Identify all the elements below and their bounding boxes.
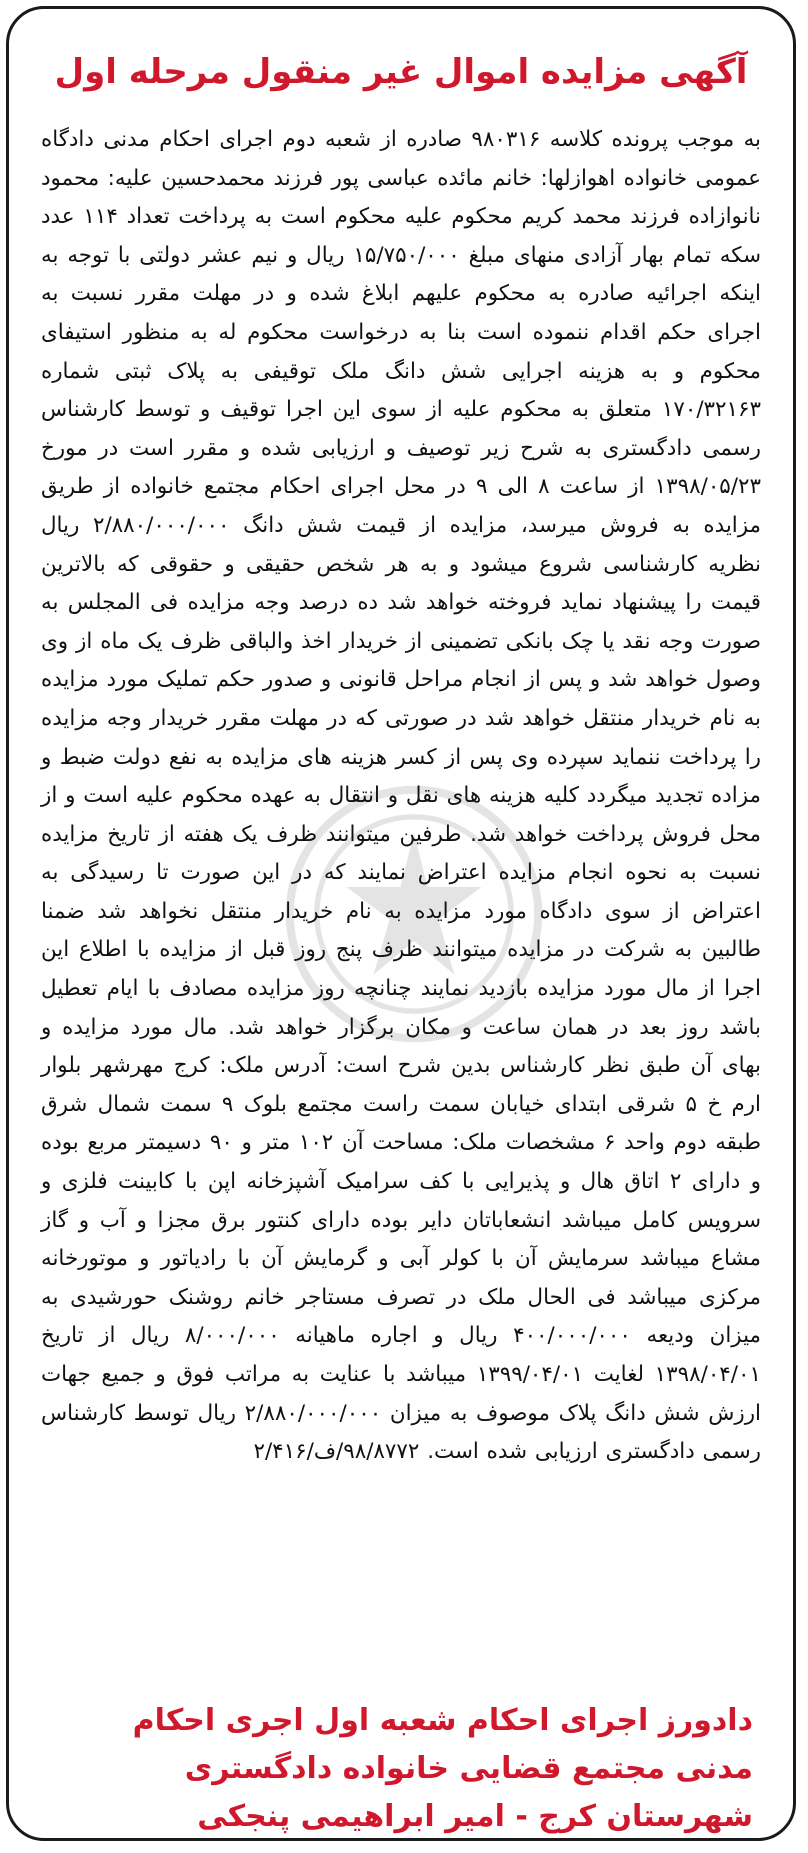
signature-line-1: دادورز اجرای احکام شعبه اول اجری احکام	[132, 1703, 753, 1738]
signature-line-2: مدنی مجتمع قضایی خانواده دادگستری	[184, 1751, 753, 1786]
notice-signature	[39, 1697, 753, 1841]
notice-title: آگهی مزایده اموال غیر منقول مرحله اول	[54, 52, 748, 92]
signature-line-3: شهرستان کرج - امیر ابراهیمی پنجکی	[197, 1799, 753, 1834]
notice-frame	[6, 6, 796, 1841]
notice-body: به موجب پرونده کلاسه ۹۸۰۳۱۶ صادره از شعبه دوم اجرای احکام مدنی دادگاه عمومی خانواده اهوازلها: خانم مائده عباسی پور فرزند محمدحسین علیه: محمود نانوازاده فرزند محمد کریم محکوم علیه محکوم است به پرداخت تعداد ۱۱۴ عدد سکه تمام بهار آزادی منهای مبلغ ۱۵/۷۵۰/۰۰۰ ریال و نیم عشر دولتی با توجه به اینکه اجرائیه صادره به محکوم علیهم ابلاغ شده و در مهلت مقرر نسبت به اجرای حکم اقدام ننموده است بنا به درخواست محکوم له به منظور استیفای محکوم و به هزینه اجرایی شش دانگ ملک توقیفی به پلاک ثبتی شماره ۱۷۰/۳۲۱۶۳ متعلق به محکوم علیه از سوی این اجرا توقیف و توسط کارشناس رسمی دادگستری به شرح زیر توصیف و ارزیابی شده و مقرر است در مورخ ۱۳۹۸/۰۵/۲۳ از ساعت ۸ الی ۹ در محل اجرای احکام مجتمع خانواده از طریق مزایده به فروش میرسد، مزایده از قیمت شش دانگ ۲/۸۸۰/۰۰۰/۰۰۰ ریال نظریه کارشناسی شروع میشود و به هر شخص حقیقی و حقوقی که بالاترین قیمت را پیشنهاد نماید فروخته خواهد شد ده درصد وجه مزایده فی المجلس به صورت وجه نقد یا چک بانکی تضمینی از خریدار اخذ والباقی ظرف یک ماه از وی وصول خواهد شد و پس از انجام مراحل قانونی و صدور حکم تملیک مورد مزایده به نام خریدار منتقل خواهد شد در صورتی که در مهلت مقرر خریدار وجه مزایده را پرداخت ننماید سپرده وی پس از کسر هزینه های مزایده به نفع دولت ضبط و مزاده تجدید میگردد کلیه هزینه های نقل و انتقال به عهده محکوم علیه است و از محل فروش پرداخت خواهد شد. طرفین میتوانند ظرف یک هفته از تاریخ مزایده نسبت به نحوه انجام مزایده اعتراض نمایند که در این صورت تا رسیدگی به اعتراض از سوی دادگاه مورد مزایده به نام خریدار منتقل نخواهد شد ضمنا طالبین به شرکت در مزایده میتوانند ظرف پنج روز قبل از مزایده با اطلاع این اجرا از مال مورد مزایده بازدید نمایند چنانچه روز مزایده مصادف با ایام تعطیل باشد روز بعد در همان ساعت و مکان برگزار خواهد شد. مال مورد مزایده و بهای آن طبق نظر کارشناس بدین شرح است: آدرس ملک: کرج مهرشهر بلوار ارم خ ۵ شرقی ابتدای خیابان سمت راست مجتمع بلوک ۹ سمت شمال شرق طبقه دوم واحد ۶ مشخصات ملک: مساحت آن ۱۰۲ متر و ۹۰ دسیمتر مربع بوده و دارای ۲ اتاق هال و پذیرایی با کف سرامیک آشپزخانه اپن با کابینت فلزی و سرویس کامل میباشد انشعاباتان دایر بوده دارای کنتور برق مجزا و آب و گاز مشاع میباشد سرمایش آن با کولر آبی و گرمایش آن با رادیاتور و موتورخانه مرکزی میباشد فی الحال ملک در تصرف مستاجر خانم روشنک حورشیدی به میزان ودیعه ۴۰۰/۰۰۰/۰۰۰ ریال و اجاره ماهیانه ۸/۰۰۰/۰۰۰ ریال از تاریخ ۱۳۹۸/۰۴/۰۱ لغایت ۱۳۹۹/۰۴/۰۱ میباشد با عنایت به مراتب فوق و جمیع جهات ارزش شش دانگ پلاک موصوف به میزان ۲/۸۸۰/۰۰۰/۰۰۰ ریال توسط کارشناس رسمی دادگستری ارزیابی شده است. ۹۸/۸۷۷۲/ف/۲/۴۱۶	[41, 127, 761, 1465]
